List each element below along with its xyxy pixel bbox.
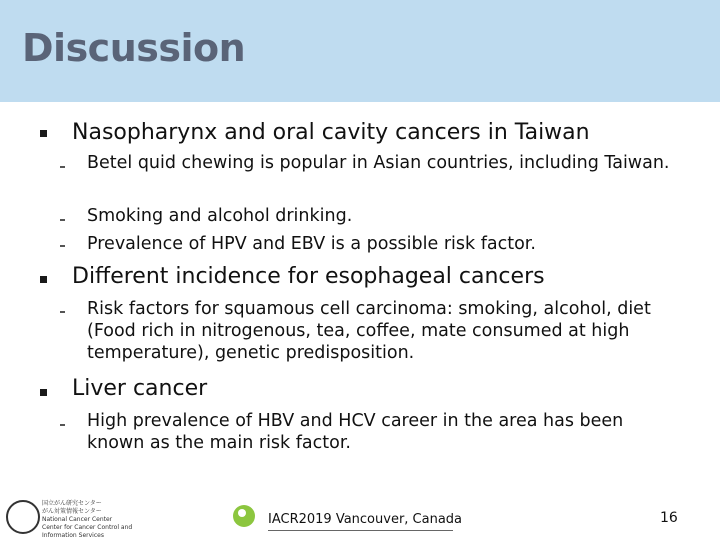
- square-bullet-icon: [40, 389, 47, 396]
- list-item: High prevalence of HBV and HCV career in the area has been known as the main risk factor.: [87, 411, 624, 453]
- iacr-logo-icon: [233, 505, 255, 527]
- dash-bullet-icon: [60, 424, 65, 426]
- list-item: Betel quid chewing is popular in Asian countries, including Taiwan.: [87, 153, 670, 173]
- section-heading: Liver cancer: [72, 376, 208, 401]
- footer-divider: [268, 530, 453, 531]
- list-item: Smoking and alcohol drinking.: [87, 206, 353, 226]
- list-item: Prevalence of HPV and EBV is a possible risk factor.: [87, 234, 536, 254]
- ncc-emblem-icon: [6, 500, 40, 534]
- conference-label: IACR2019 Vancouver, Canada: [268, 512, 463, 527]
- slide-title: Discussion: [22, 26, 246, 70]
- dash-bullet-icon: [60, 219, 65, 221]
- logo-line: 国立がん研究センター: [42, 500, 102, 507]
- dash-bullet-icon: [60, 245, 65, 247]
- square-bullet-icon: [40, 130, 47, 137]
- logo-line: Center for Cancer Control and Information Services: [42, 524, 133, 539]
- page-number: 16: [660, 510, 678, 526]
- ncc-logo: [4, 496, 154, 539]
- logo-line: National Cancer Center: [42, 516, 113, 523]
- list-item: Risk factors for squamous cell carcinoma: smoking, alcohol, diet (Food rich in nitrogenous, tea, coffee, mate consumed at high temperature), genetic predisposition.: [87, 299, 651, 363]
- square-bullet-icon: [40, 276, 47, 283]
- section-heading: Nasopharynx and oral cavity cancers in Taiwan: [72, 120, 590, 145]
- dash-bullet-icon: [60, 166, 65, 168]
- section-heading: Different incidence for esophageal cancers: [72, 264, 545, 289]
- dash-bullet-icon: [60, 311, 65, 313]
- logo-line: がん対策情報センター: [42, 508, 102, 515]
- title-banner: [0, 0, 720, 102]
